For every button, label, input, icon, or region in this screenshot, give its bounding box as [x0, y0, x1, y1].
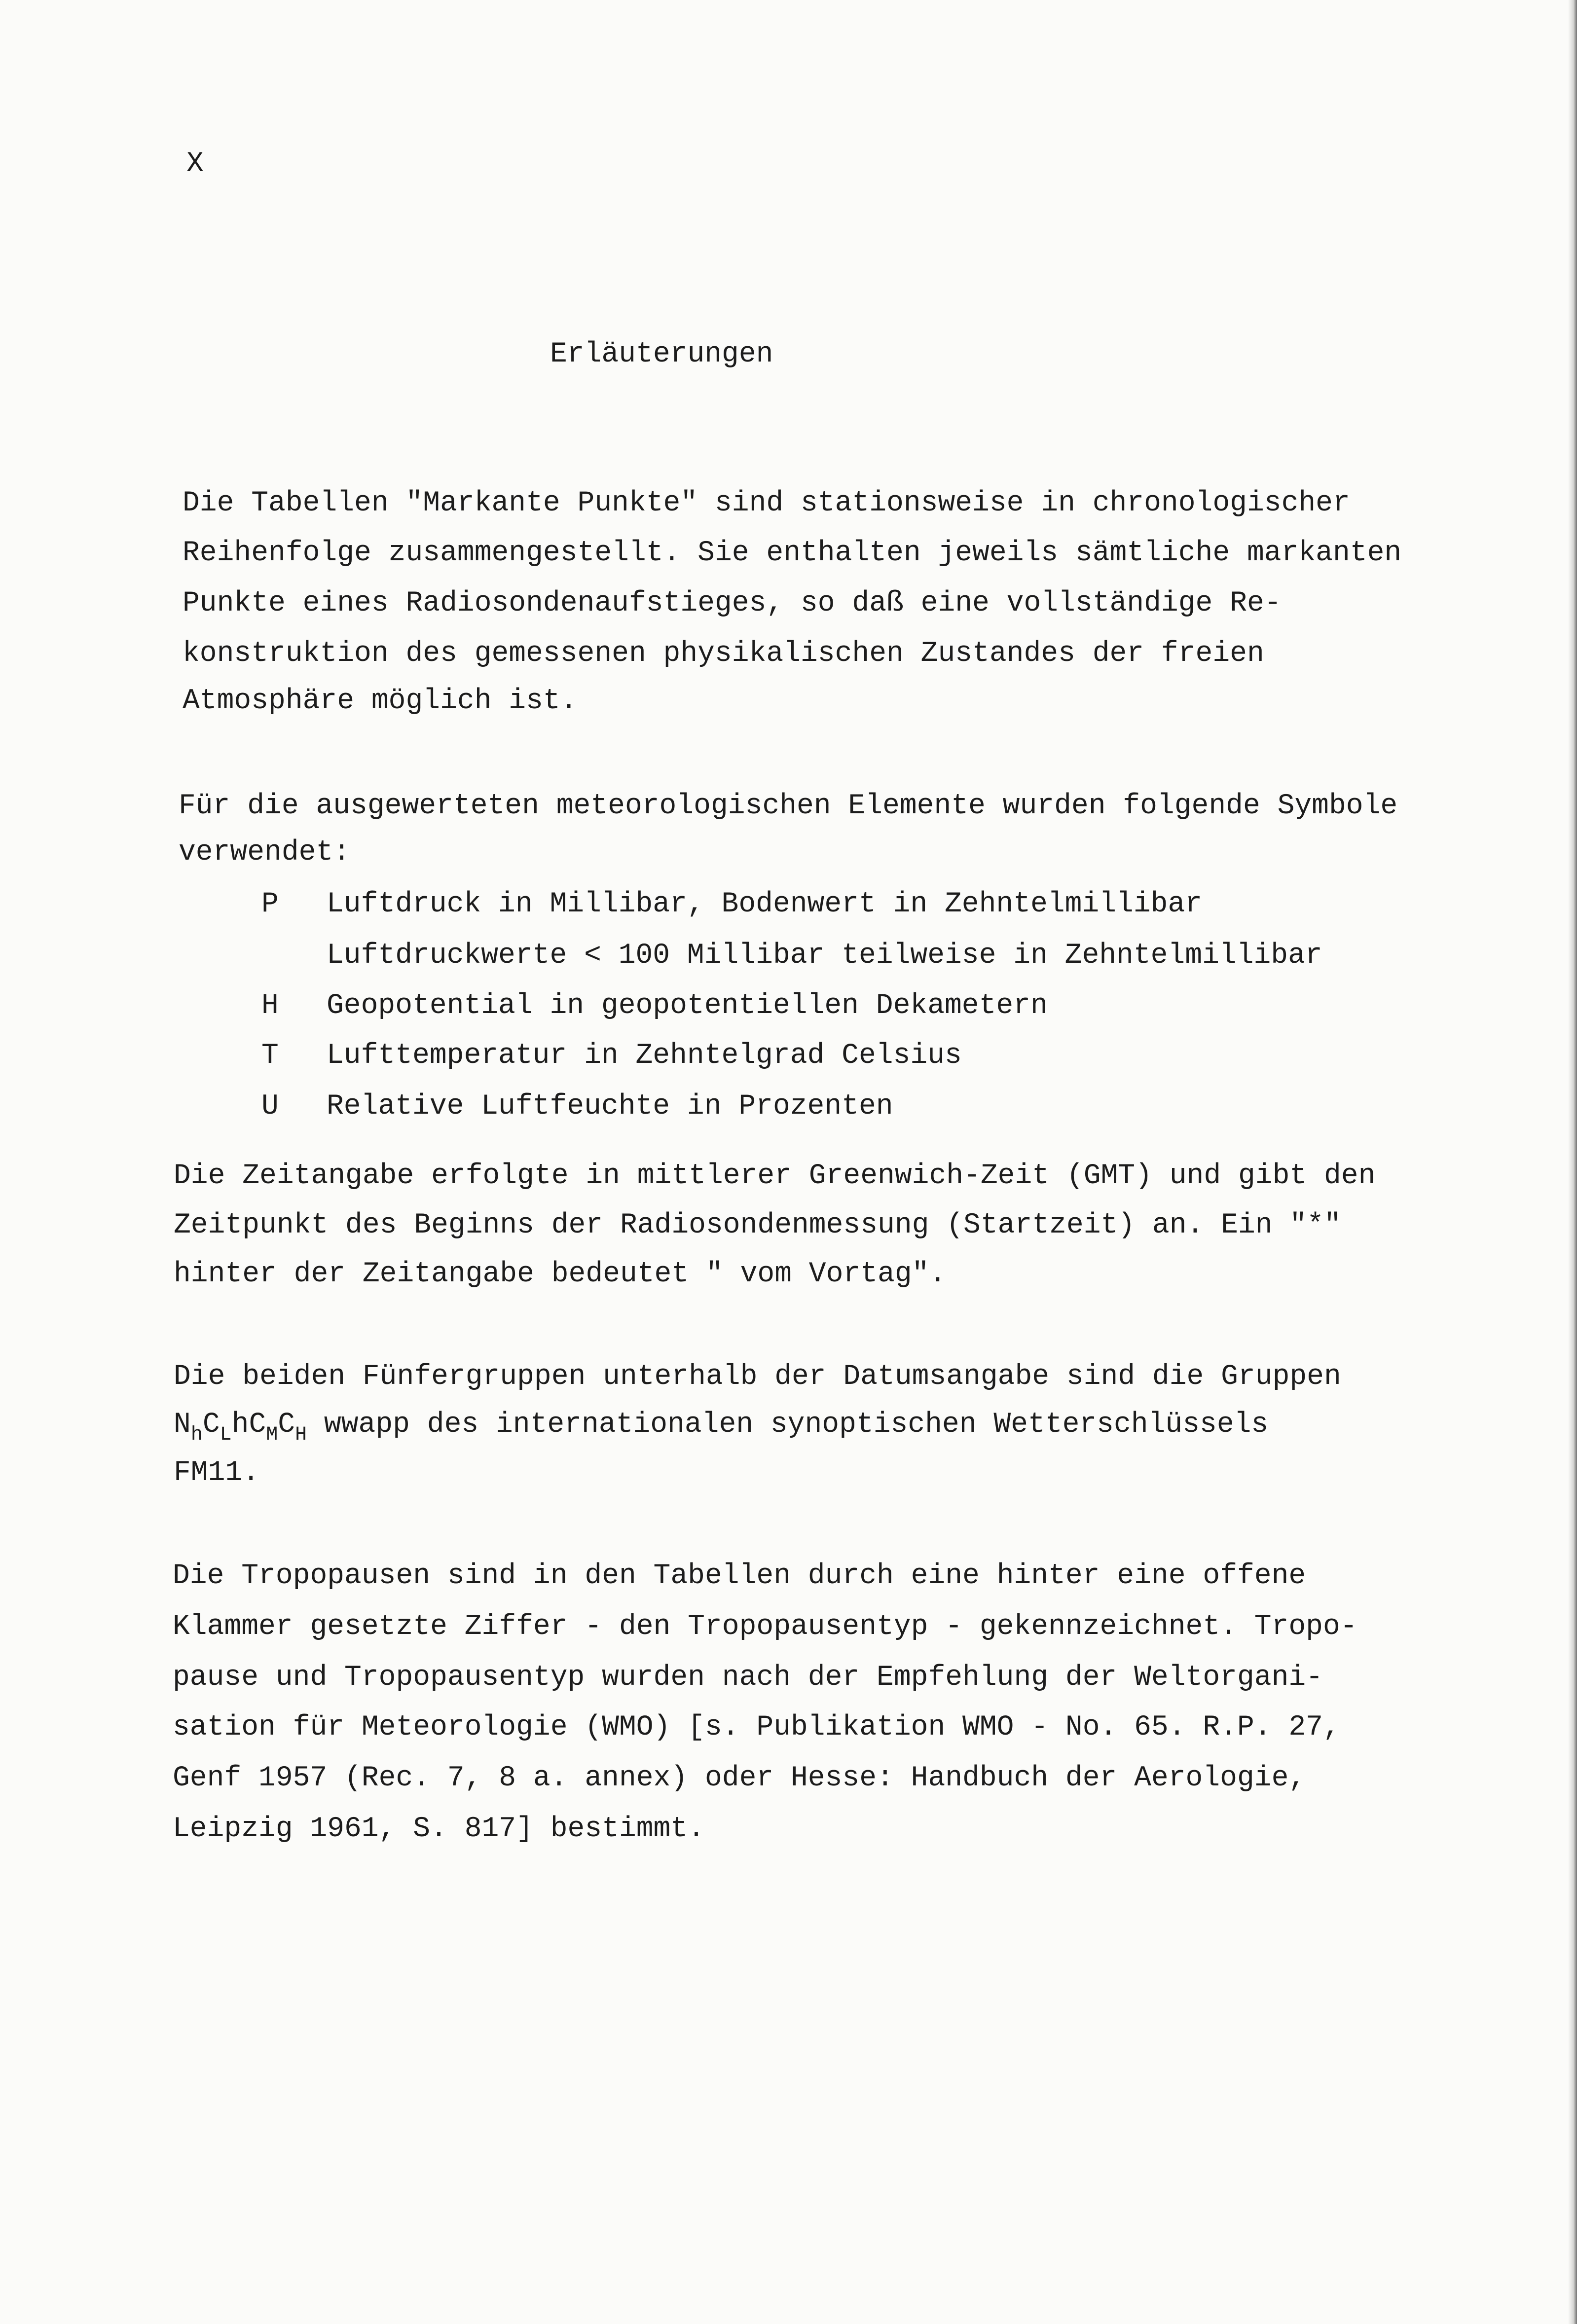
symbol-description: Geopotential in geopotentiellen Dekametern	[327, 990, 1048, 1022]
paragraph-1-line: Punkte eines Radiosondenaufstieges, so daß eine vollständige Re-	[183, 587, 1282, 619]
symbol-letter: T	[261, 1040, 279, 1072]
code-c3-subscript: H	[295, 1424, 307, 1446]
code-hc: hC	[231, 1409, 266, 1441]
code-n: N	[174, 1409, 191, 1441]
paragraph-5-line: Klammer gesetzte Ziffer - den Tropopausentyp - gekennzeichnet. Tropo-	[173, 1611, 1357, 1643]
symbol-description: Lufttemperatur in Zehntelgrad Celsius	[327, 1040, 962, 1072]
symbol-description: Luftdruckwerte < 100 Millibar teilweise in Zehntelmillibar	[327, 940, 1322, 972]
symbol-letter: H	[261, 990, 279, 1022]
paragraph-5-line: Genf 1957 (Rec. 7, 8 a. annex) oder Hesse: Handbuch der Aerologie,	[173, 1762, 1306, 1794]
page-heading: Erläuterungen	[550, 338, 773, 370]
paragraph-1-line: Die Tabellen "Markante Punkte" sind stationsweise in chronologischer	[183, 487, 1350, 519]
code-c1-subscript: L	[220, 1424, 232, 1446]
paragraph-2-line: Für die ausgewerteten meteorologischen Elemente wurden folgende Symbole	[179, 790, 1398, 822]
symbol-description: Luftdruck in Millibar, Bodenwert in Zehntelmillibar	[327, 888, 1203, 920]
paragraph-5-line: Leipzig 1961, S. 817] bestimmt.	[173, 1813, 705, 1845]
symbol-description: Relative Luftfeuchte in Prozenten	[327, 1090, 893, 1123]
paragraph-4-line: Die beiden Fünfergruppen unterhalb der Datumsangabe sind die Gruppen	[174, 1361, 1341, 1393]
paragraph-3-line: hinter der Zeitangabe bedeutet " vom Vortag".	[174, 1258, 947, 1290]
code-hc-subscript: M	[266, 1424, 278, 1446]
paragraph-4-code-line	[174, 1409, 1269, 1446]
paragraph-5-line: Die Tropopausen sind in den Tabellen durch eine hinter eine offene	[173, 1560, 1306, 1592]
paragraph-1-line: konstruktion des gemessenen physikalischen Zustandes der freien	[183, 638, 1264, 670]
paragraph-3-line: Die Zeitangabe erfolgte in mittlerer Greenwich-Zeit (GMT) und gibt den	[174, 1160, 1376, 1192]
paragraph-5-line: sation für Meteorologie (WMO) [s. Publikation WMO - No. 65. R.P. 27,	[173, 1711, 1340, 1743]
symbol-letter: P	[261, 888, 279, 920]
code-c1: C	[202, 1409, 220, 1441]
paragraph-1-line: Reihenfolge zusammengestellt. Sie enthalten jeweils sämtliche markanten	[183, 537, 1402, 569]
paragraph-1-line: Atmosphäre möglich ist.	[183, 685, 578, 717]
code-n-subscript: h	[190, 1424, 203, 1446]
scan-edge-shadow	[1568, 0, 1577, 2324]
paragraph-3-line: Zeitpunkt des Beginns der Radiosondenmessung (Startzeit) an. Ein "*"	[174, 1209, 1341, 1241]
paragraph-4-line: FM11.	[174, 1457, 260, 1489]
symbol-letter: U	[261, 1090, 279, 1123]
paragraph-4-line-rest: wwapp des internationalen synoptischen Wetterschlüssels	[307, 1409, 1269, 1441]
paragraph-5-line: pause und Tropopausentyp wurden nach der Empfehlung der Weltorgani-	[173, 1662, 1323, 1694]
page-number: X	[186, 148, 204, 180]
paragraph-2-line: verwendet:	[179, 836, 351, 869]
code-c3: C	[278, 1409, 295, 1441]
